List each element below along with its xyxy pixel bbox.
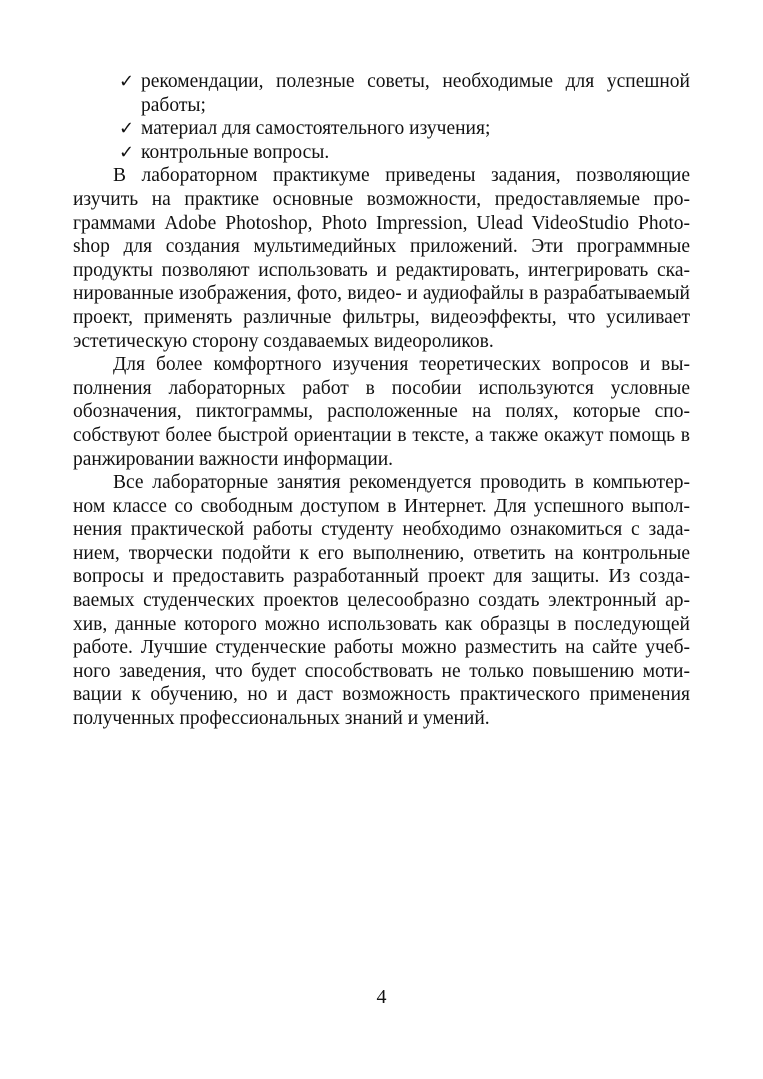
paragraph-notation: Для более комфортного изучения теоретических вопросов и выполнения лабораторных работ в пособии используются условные обозначения, пиктограммы, расположенные на полях, которые способствуют более быстрой ориентации в тексте, а также окажут помощь в ранжировании важности информации. — [73, 354, 690, 470]
bullet-text: рекомендации, полезные советы, необходимые для успешной работы; — [141, 71, 690, 116]
check-icon: ✓ — [119, 118, 135, 140]
bullet-text: материал для самостоятельного изучения; — [141, 118, 491, 140]
page-number: 4 — [376, 986, 387, 1008]
paragraph-lab-sessions: Все лабораторные занятия рекомендуется проводить в компьютерном классе со свободным доступом в Интернет. Для успешного выполнения практической работы студенту необходимо ознакомиться с заданием, творчески подойти к его выполнению, ответить на контрольные вопросы и предоставить разработанный проект для защиты. Из создаваемых студенческих проектов целесообразно создать электронный архив, данные которого можно использовать как образцы в последующей работе. Лучшие студенческие работы можно разместить на сайте учебного заведения, что будет способствовать не только повышению мотивации к обучению, но и даст возможность практического применения полученных профессиональных знаний и умений. — [73, 472, 690, 730]
check-icon: ✓ — [119, 141, 135, 163]
bullet-item — [73, 70, 690, 117]
bullet-text: контрольные вопросы. — [141, 141, 330, 163]
bullet-item — [73, 117, 690, 141]
bullet-item — [73, 141, 690, 165]
paragraph-lab-practicum: В лабораторном практикуме приведены задания, позволяющие изучить на практике основные возможности, предоставляемые программами Adobe Photoshop, Photo Impression, Ulead VideoStudio Photoshop для создания мультимедийных приложений. Эти программные продукты позволяют использовать и редактировать, интегрировать сканированные изображения, фото, видео- и аудиофайлы в разрабатываемый проект, применять различные фильтры, видеоэффекты, что усиливает эстетическую сторону создаваемых видеороликов. — [73, 165, 690, 352]
bullet-list — [73, 70, 690, 164]
check-icon: ✓ — [119, 71, 135, 92]
page-content — [73, 70, 690, 731]
